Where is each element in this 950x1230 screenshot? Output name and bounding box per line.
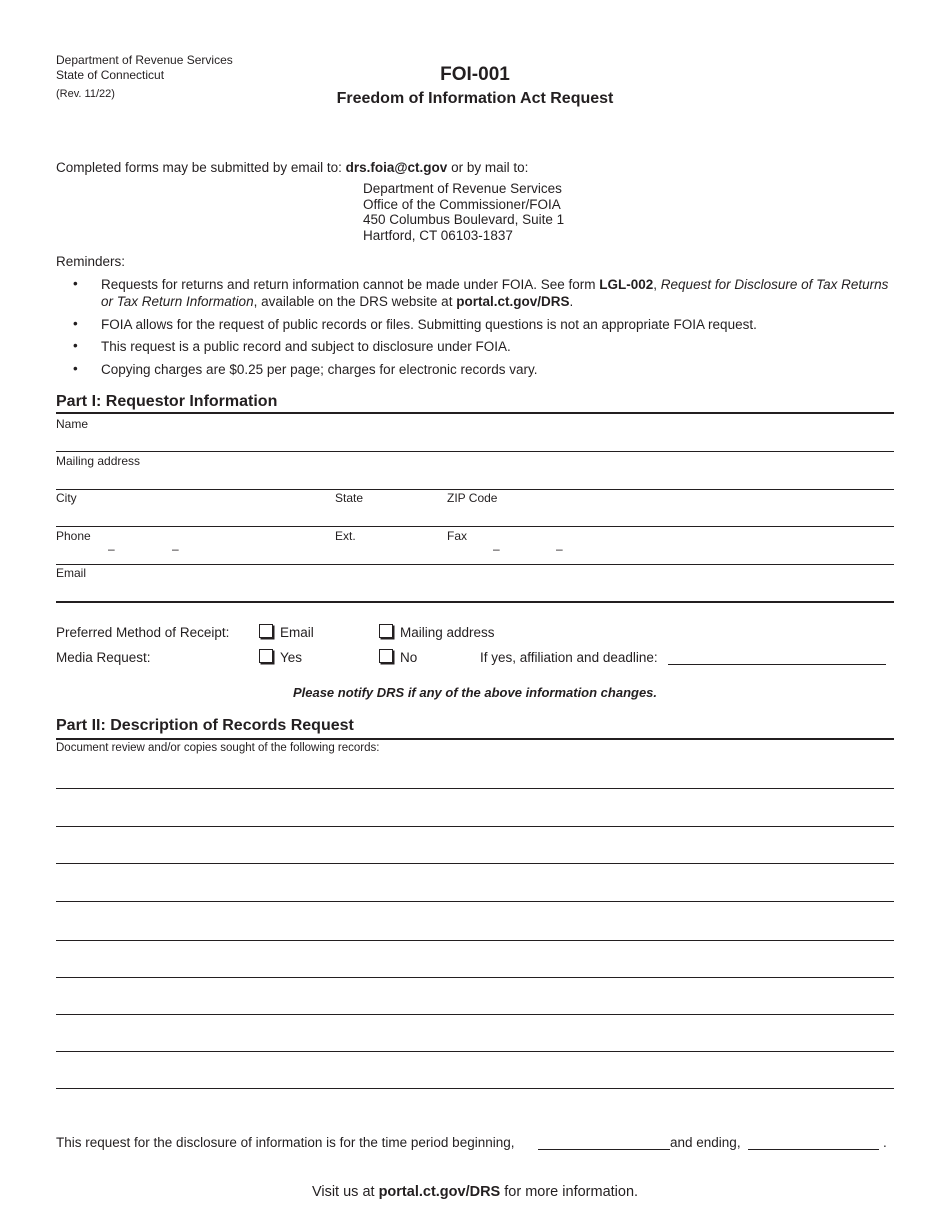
description-line <box>56 1051 894 1052</box>
zip-label: ZIP Code <box>447 491 498 505</box>
media-request-label: Media Request: <box>56 650 151 665</box>
email-field[interactable] <box>56 580 894 600</box>
footer-text: Visit us at portal.ct.gov/DRS for more information. <box>311 1184 639 1200</box>
zip-field[interactable] <box>447 505 894 525</box>
fax-separator: – <box>493 542 500 556</box>
footer-website-link[interactable]: portal.ct.gov/DRS <box>378 1184 501 1200</box>
ext-label: Ext. <box>335 529 356 543</box>
bullet-icon: • <box>73 276 78 291</box>
description-line <box>56 940 894 941</box>
description-line <box>56 977 894 978</box>
fax-label: Fax <box>447 529 468 543</box>
state-label: State <box>335 491 364 505</box>
phone-separator: – <box>172 542 179 556</box>
bullet-icon: • <box>73 361 78 376</box>
records-description-label: Document review and/or copies sought of the following records: <box>56 742 380 754</box>
submission-email-link[interactable]: drs.foia@ct.gov <box>345 160 448 175</box>
media-yes-checkbox[interactable] <box>259 649 273 663</box>
description-line <box>56 901 894 902</box>
mailing-address-field[interactable] <box>56 467 894 487</box>
receipt-email-label: Email <box>280 625 314 640</box>
submission-instructions: Completed forms may be submitted by email to: drs.foia@ct.gov or by mail to: <box>56 160 529 175</box>
ext-field[interactable] <box>335 542 440 562</box>
name-field[interactable] <box>56 430 894 450</box>
receipt-mail-checkbox[interactable] <box>379 624 393 638</box>
email-label: Email <box>56 566 87 580</box>
form-number: FOI-001 <box>440 64 510 85</box>
reminders-heading: Reminders: <box>56 254 126 269</box>
form-title: Freedom of Information Act Request <box>336 90 614 107</box>
change-notice: Please notify DRS if any of the above information changes. <box>292 685 658 700</box>
field-line <box>56 489 894 490</box>
period-end-punct: . <box>883 1135 887 1150</box>
phone-field[interactable] <box>56 542 326 562</box>
city-field[interactable] <box>56 505 326 525</box>
mailing-address-label: Mailing address <box>56 454 141 468</box>
description-line <box>56 1014 894 1015</box>
media-no-label: No <box>400 650 418 665</box>
period-end-field[interactable] <box>748 1133 879 1150</box>
drs-website-link[interactable]: portal.ct.gov/DRS <box>456 294 570 309</box>
fax-field[interactable] <box>447 542 894 562</box>
receipt-method-label: Preferred Method of Receipt: <box>56 625 230 640</box>
affiliation-label: If yes, affiliation and deadline: <box>480 650 658 665</box>
reminder-item-1: Requests for returns and return information cannot be made under FOIA. See form LGL-002, Request for Disclosure of Tax Returns or Tax Return Information, available on the DRS website at portal.ct.gov/DRS. <box>101 277 889 309</box>
revision-date: (Rev. 11/22) <box>56 88 115 100</box>
field-line <box>56 526 894 527</box>
description-line <box>56 1088 894 1089</box>
reminder-item-3: This request is a public record and subject to disclosure under FOIA. <box>101 339 511 354</box>
field-line <box>56 451 894 452</box>
section-divider <box>56 601 894 603</box>
fax-separator: – <box>556 542 563 556</box>
records-description-field[interactable] <box>56 756 894 1089</box>
part2-title: Part II: Description of Records Request <box>56 717 354 734</box>
affiliation-deadline-field[interactable] <box>668 648 886 665</box>
phone-label: Phone <box>56 529 91 543</box>
description-line <box>56 863 894 864</box>
department-name: Department of Revenue Services <box>56 53 233 67</box>
reminder-item-4: Copying charges are $0.25 per page; charges for electronic records vary. <box>101 362 538 377</box>
media-yes-label: Yes <box>280 650 303 665</box>
field-line <box>56 564 894 565</box>
state-name: State of Connecticut <box>56 68 165 82</box>
media-no-checkbox[interactable] <box>379 649 393 663</box>
receipt-email-checkbox[interactable] <box>259 624 273 638</box>
section-divider <box>56 738 894 740</box>
reminder-item-2: FOIA allows for the request of public records or files. Submitting questions is not an appropriate FOIA request. <box>101 317 757 332</box>
receipt-mail-label: Mailing address <box>400 625 495 640</box>
state-field[interactable] <box>335 505 440 525</box>
bullet-icon: • <box>73 316 78 331</box>
city-label: City <box>56 491 77 505</box>
bullet-icon: • <box>73 338 78 353</box>
period-end-label: and ending, <box>670 1135 741 1150</box>
section-divider <box>56 412 894 414</box>
name-label: Name <box>56 417 89 431</box>
phone-separator: – <box>108 542 115 556</box>
mailing-address-block: Department of Revenue Services Office of the Commissioner/FOIA 450 Columbus Boulevard, Suite 1 Hartford, CT 06103-1837 <box>363 181 565 243</box>
description-line <box>56 788 894 789</box>
description-line <box>56 826 894 827</box>
period-begin-field[interactable] <box>538 1133 670 1150</box>
time-period-label: This request for the disclosure of information is for the time period beginning, <box>56 1135 515 1150</box>
part1-title: Part I: Requestor Information <box>56 393 278 410</box>
